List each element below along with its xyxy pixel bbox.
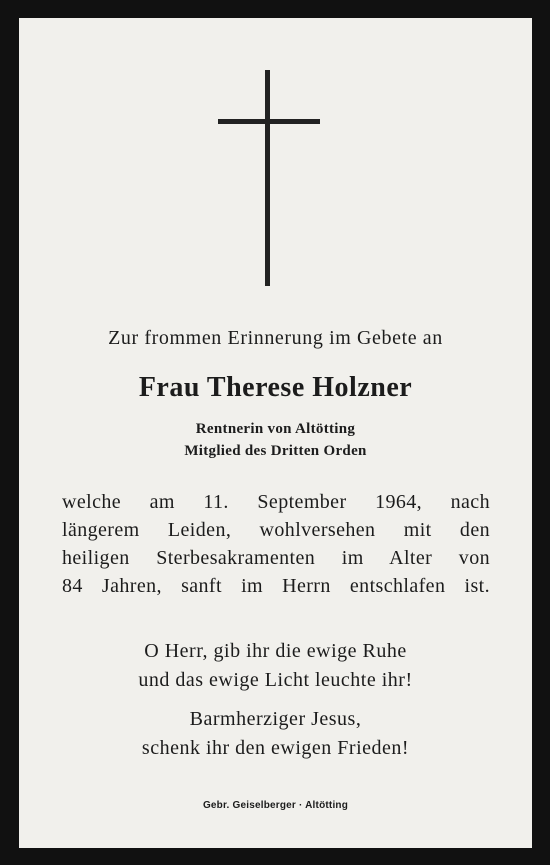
- subtitle-membership: Mitglied des Dritten Orden: [184, 443, 367, 459]
- intro-line: Zur frommen Erinnerung im Gebete an: [108, 327, 443, 349]
- cross-icon: [19, 18, 532, 298]
- cross-vertical-bar: [265, 70, 270, 286]
- body-line-2: längerem Leiden, wohlversehen mit den: [62, 519, 490, 541]
- body-line-1: welche am 11. September 1964, nach: [62, 491, 490, 513]
- body-line-3: heiligen Sterbesakramenten im Alter von: [62, 547, 490, 569]
- printer-credit: Gebr. Geiselberger · Altötting: [202, 800, 349, 811]
- cross-horizontal-bar: [218, 119, 320, 124]
- body-line-4: 84 Jahren, sanft im Herrn entschlafen ist.: [62, 575, 490, 597]
- subtitle-occupation: Rentnerin von Altötting: [195, 421, 356, 437]
- prayer-line-4: schenk ihr den ewigen Frieden!: [141, 737, 410, 759]
- prayer-line-2: und das ewige Licht leuchte ihr!: [138, 669, 413, 691]
- prayer-line-1: O Herr, gib ihr die ewige Ruhe: [144, 640, 407, 662]
- memorial-card: [19, 18, 532, 848]
- prayer-line-3: Barmherziger Jesus,: [189, 708, 362, 730]
- deceased-name: Frau Therese Holzner: [138, 372, 413, 403]
